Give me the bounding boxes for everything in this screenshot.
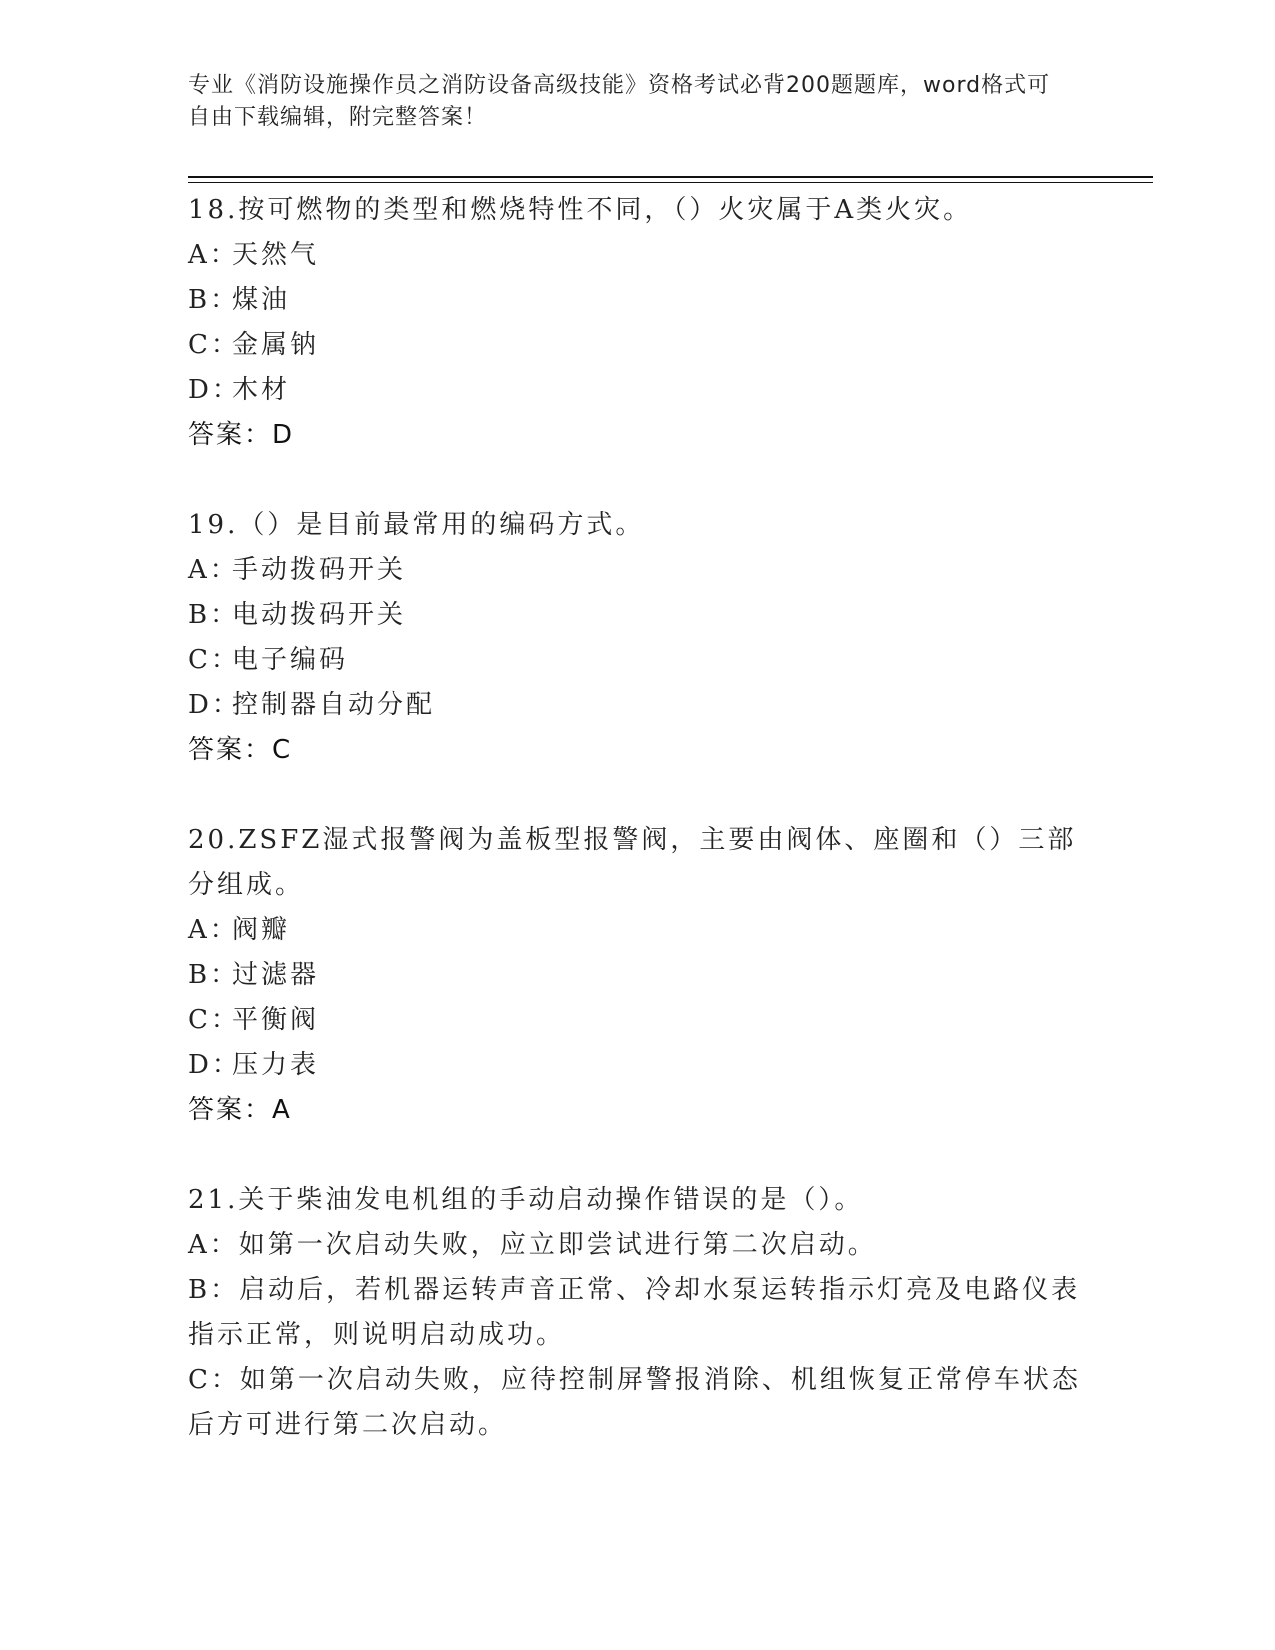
option-b <box>188 278 1088 323</box>
option-letter: C： <box>188 1005 240 1035</box>
option-d <box>188 1043 1088 1088</box>
option-letter: A： <box>188 1230 239 1260</box>
option-letter: B： <box>188 600 240 630</box>
question-20 <box>188 818 1088 1133</box>
question-stem: 20.ZSFZ湿式报警阀为盖板型报警阀，主要由阀体、座圈和（）三部分组成。 <box>188 825 1077 900</box>
question-stem: 21.关于柴油发电机组的手动启动操作错误的是（）。 <box>188 1185 864 1215</box>
question-21 <box>188 1178 1088 1448</box>
option-letter: A： <box>188 240 239 270</box>
option-letter: C： <box>188 1365 240 1395</box>
option-letter: B： <box>188 285 240 315</box>
header-divider-thick <box>188 176 1153 178</box>
option-letter: B： <box>188 1275 240 1305</box>
option-letter: A： <box>188 915 239 945</box>
question-list <box>188 188 1088 1448</box>
option-b <box>188 593 1088 638</box>
option-text: 过滤器 <box>232 960 320 990</box>
option-text: 木材 <box>232 375 291 405</box>
option-text: 电子编码 <box>232 645 349 675</box>
option-letter: A： <box>188 555 239 585</box>
option-letter: B： <box>188 960 240 990</box>
option-a <box>188 908 1088 953</box>
answer-line: 答案：C <box>188 735 293 765</box>
option-text: 手动拨码开关 <box>232 555 407 585</box>
option-text: 平衡阀 <box>232 1005 320 1035</box>
option-d <box>188 368 1088 413</box>
option-c <box>188 998 1088 1043</box>
option-b <box>188 1268 1088 1358</box>
answer-line: 答案：A <box>188 1095 292 1125</box>
option-text: 启动后，若机器运转声音正常、冷却水泵运转指示灯亮及电路仪表指示正常，则说明启动成功。 <box>188 1275 1081 1350</box>
option-letter: D： <box>188 375 241 405</box>
option-a <box>188 1223 1088 1268</box>
option-a <box>188 233 1088 278</box>
question-18 <box>188 188 1088 458</box>
option-text: 金属钠 <box>232 330 320 360</box>
document-header-title: 专业《消防设施操作员之消防设备高级技能》资格考试必背200题题库，word格式可自由下载编辑，附完整答案！ <box>188 73 1051 130</box>
option-letter: D： <box>188 690 241 720</box>
option-text: 阀瓣 <box>232 915 291 945</box>
option-a <box>188 548 1088 593</box>
option-b <box>188 953 1088 998</box>
option-c <box>188 638 1088 683</box>
option-text: 控制器自动分配 <box>232 690 436 720</box>
option-letter: C： <box>188 330 240 360</box>
question-stem: 19.（）是目前最常用的编码方式。 <box>188 510 645 540</box>
option-text: 天然气 <box>232 240 320 270</box>
option-text: 煤油 <box>232 285 291 315</box>
option-c <box>188 323 1088 368</box>
header-divider-thin <box>188 182 1153 183</box>
option-text: 如第一次启动失败，应立即尝试进行第二次启动。 <box>238 1230 877 1260</box>
question-19 <box>188 503 1088 773</box>
question-stem: 18.按可燃物的类型和燃烧特性不同，（）火灾属于A类火灾。 <box>188 195 973 225</box>
option-text: 如第一次启动失败，应待控制屏警报消除、机组恢复正常停车状态后方可进行第二次启动。 <box>188 1365 1081 1440</box>
option-c <box>188 1358 1088 1448</box>
option-letter: C： <box>188 645 240 675</box>
option-text: 压力表 <box>232 1050 320 1080</box>
option-d <box>188 683 1088 728</box>
option-letter: D： <box>188 1050 241 1080</box>
option-text: 电动拨码开关 <box>232 600 407 630</box>
answer-line: 答案：D <box>188 420 295 450</box>
